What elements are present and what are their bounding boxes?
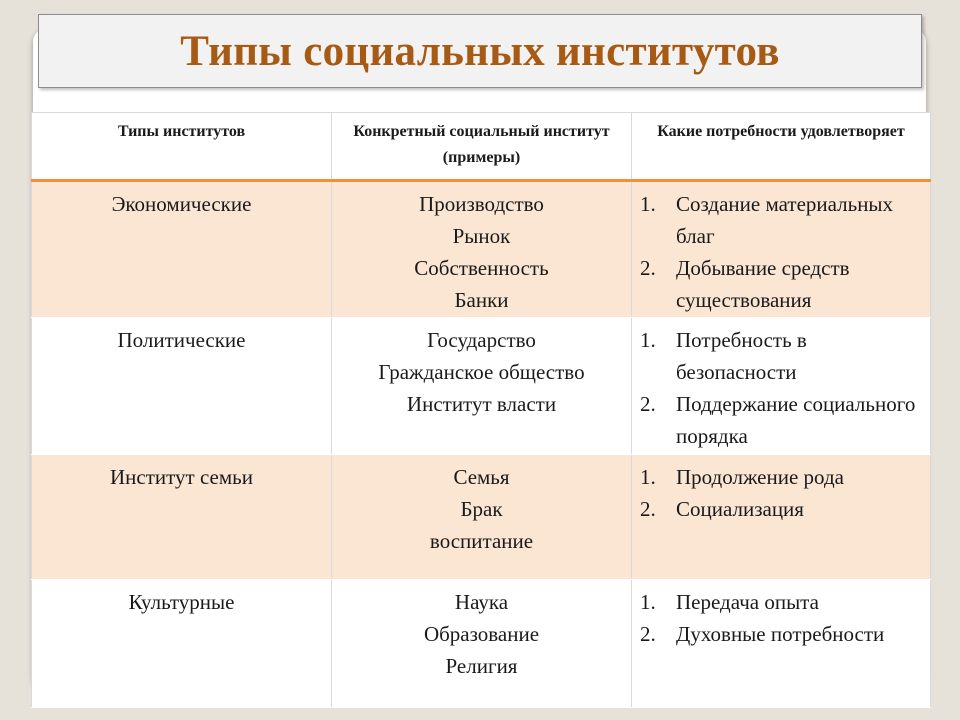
example-item: Государство (427, 328, 536, 352)
table-row (32, 181, 931, 318)
cell-needs (632, 455, 931, 580)
list-number: 1. (640, 328, 656, 352)
list-number: 2. (640, 622, 656, 646)
example-item: Образование (423, 622, 540, 646)
list-text: Потребность в безопасности (676, 328, 807, 384)
list-text: Продолжение рода (676, 465, 844, 489)
list-number: 1. (640, 465, 656, 489)
list-text: Передача опыта (676, 590, 819, 614)
needs-list (632, 188, 930, 316)
list-item (640, 188, 930, 252)
table-row (32, 455, 931, 580)
header-needs: Какие потребности удовлетворяет (632, 113, 931, 181)
example-item: Рынок (452, 224, 511, 248)
cell-type: Культурные (32, 580, 332, 708)
list-text: Социализация (676, 497, 804, 521)
table-row (32, 318, 931, 455)
cell-needs (632, 181, 931, 318)
table-row (32, 580, 931, 708)
title-box (38, 14, 922, 88)
list-item (640, 493, 930, 525)
needs-list (632, 324, 930, 452)
page-title: Типы социальных институтов (180, 27, 780, 75)
cell-type: Институт семьи (32, 455, 332, 580)
example-item: Наука (454, 590, 509, 614)
needs-list (632, 586, 930, 650)
header-types: Типы институтов (32, 113, 332, 181)
list-number: 2. (640, 497, 656, 521)
list-item (640, 461, 930, 493)
cell-needs (632, 318, 931, 455)
list-item (640, 586, 930, 618)
cell-needs (632, 580, 931, 708)
list-text: Поддержание социального порядка (676, 392, 916, 448)
list-item (640, 388, 930, 452)
cell-type: Экономические (32, 181, 332, 318)
list-item (640, 618, 930, 650)
example-item: Производство (419, 192, 544, 216)
needs-list (632, 461, 930, 525)
list-item (640, 324, 930, 388)
cell-examples (332, 455, 632, 580)
list-number: 2. (640, 256, 656, 280)
example-item: Банки (454, 288, 509, 312)
table-header-row (32, 113, 931, 181)
institutions-table (31, 112, 931, 708)
example-item: Институт власти (406, 392, 557, 416)
list-number: 2. (640, 392, 656, 416)
example-item: Религия (445, 654, 518, 678)
list-item (640, 252, 930, 316)
cell-examples (332, 580, 632, 708)
list-text: Создание материальных благ (676, 192, 894, 248)
example-item: Собственность (414, 256, 549, 280)
example-item: Брак (460, 497, 503, 521)
list-number: 1. (640, 590, 656, 614)
cell-examples (332, 318, 632, 455)
list-text: Добывание средств существования (676, 256, 850, 312)
header-examples: Конкретный социальный институт (примеры) (332, 113, 632, 181)
example-item: воспитание (429, 529, 534, 553)
list-text: Духовные потребности (676, 622, 885, 646)
cell-examples (332, 181, 632, 318)
list-number: 1. (640, 192, 656, 216)
example-item: Семья (453, 465, 510, 489)
example-item: Гражданское общество (378, 360, 585, 384)
cell-type: Политические (32, 318, 332, 455)
